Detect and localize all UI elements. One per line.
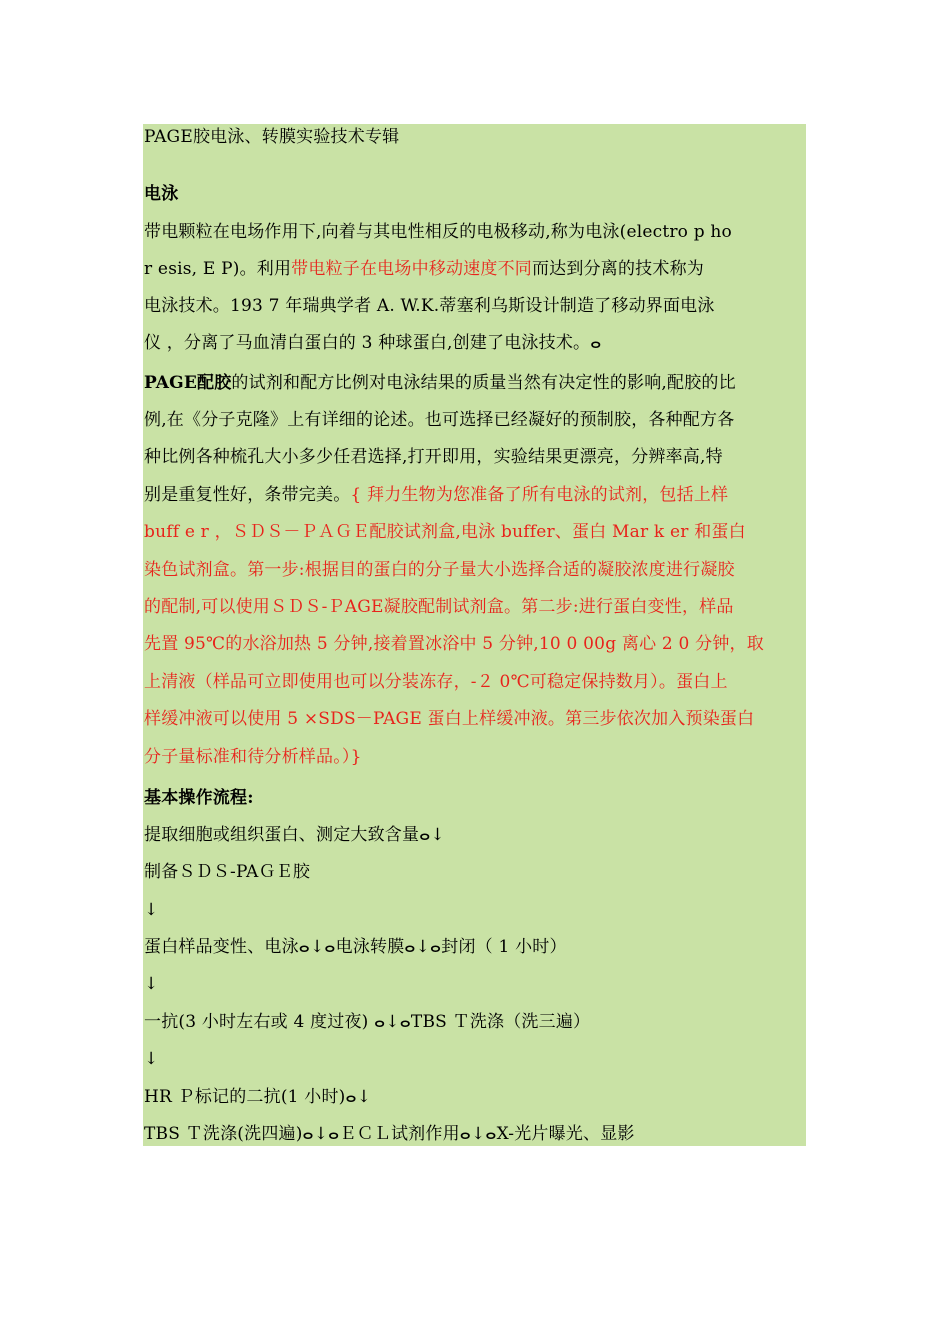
highlighted-phrase: 带电粒子在电场中移动速度不同 — [291, 259, 532, 279]
flow-step: 制备ＳＤＳ-PAＧＥ胶 — [144, 862, 311, 882]
flow-arrow: ↓ — [144, 900, 159, 920]
reagent-note-line: 先置 95℃的水浴加热 5 分钟,接着置冰浴中 5 分钟,10 0 00g 离心 2 0 分钟，取 — [144, 634, 764, 654]
paragraph-2-line-4 — [144, 483, 728, 507]
paragraph-1-text: r esis, E P)。利用 — [144, 259, 292, 279]
flow-step: 一抗(3 小时左右或 4 度过夜) ⴰ↓ⴰTBS Ｔ洗涤（洗三遍） — [144, 1012, 591, 1032]
flow-step: 蛋白样品变性、电泳ⴰ↓ⴰ电泳转膜ⴰ↓ⴰ封闭（ 1 小时） — [144, 937, 567, 957]
paragraph-2-text: 的试剂和配方比例对电泳结果的质量当然有决定性的影响,配胶的比 — [231, 373, 736, 393]
reagent-note-line: buff e r ，ＳＤＳ－ＰＡＧＥ配胶试剂盒,电泳 buffer、蛋白 Mar k er 和蛋白 — [144, 522, 746, 542]
paragraph-2-text: 别是重复性好，条带完美。 — [144, 485, 351, 505]
document-title: PAGE胶电泳、转膜实验技术专辑 — [144, 127, 400, 147]
reagent-note-line: 分子量标准和待分析样品。）} — [144, 747, 362, 767]
paragraph-1-text: 而达到分离的技术称为 — [531, 259, 704, 279]
reagent-note: { 拜力生物为您准备了所有电泳的试剂，包括上样 — [350, 485, 729, 505]
reagent-note-line: 样缓冲液可以使用 5 ×SDS－PAGE 蛋白上样缓冲液。第三步依次加入预染蛋白 — [144, 709, 755, 729]
flow-step: TBS Ｔ洗涤(洗四遍)ⴰ↓ⴰＥＣＬ试剂作用ⴰ↓ⴰX-光片曝光、显影 — [144, 1124, 635, 1144]
paragraph-2-line-3: 种比例各种梳孔大小多少任君选择,打开即用，实验结果更漂亮，分辨率高,特 — [144, 447, 723, 467]
paragraph-1-line-2 — [144, 257, 704, 281]
page-gel-term: PAGE配胶 — [144, 373, 232, 393]
paragraph-2-line-1 — [144, 371, 736, 395]
flow-arrow: ↓ — [144, 974, 159, 994]
paragraph-1-line-4: 仪 ，分离了马血清白蛋白的 3 种球蛋白,创建了电泳技术。ⴰ — [144, 333, 602, 353]
paragraph-1-line-1: 带电颗粒在电场作用下,向着与其电性相反的电极移动,称为电泳(electro p ho — [144, 222, 732, 242]
reagent-note-line: 的配制,可以使用ＳＤＳ-ＰAGE凝胶配制试剂盒。第二步:进行蛋白变性，样品 — [144, 597, 734, 617]
reagent-note-line: 染色试剂盒。第一步:根据目的蛋白的分子量大小选择合适的凝胶浓度进行凝胶 — [144, 560, 735, 580]
flow-step: HR Ｐ标记的二抗(1 小时)ⴰ↓ — [144, 1087, 372, 1107]
paragraph-1-line-3: 电泳技术。193 7 年瑞典学者 A. W.K.蒂塞利乌斯设计制造了移动界面电泳 — [144, 296, 715, 316]
section-heading-workflow: 基本操作流程: — [144, 788, 254, 808]
flow-arrow: ↓ — [144, 1049, 159, 1069]
reagent-note-line: 上清液（样品可立即使用也可以分装冻存，-２ 0℃可稳定保持数月）。蛋白上 — [144, 672, 728, 692]
paragraph-2-line-2: 例,在《分子克隆》上有详细的论述。也可选择已经凝好的预制胶，各种配方各 — [144, 410, 735, 430]
section-heading-electrophoresis: 电泳 — [144, 184, 179, 204]
flow-step: 提取细胞或组织蛋白、测定大致含量ⴰ↓ — [144, 825, 445, 845]
